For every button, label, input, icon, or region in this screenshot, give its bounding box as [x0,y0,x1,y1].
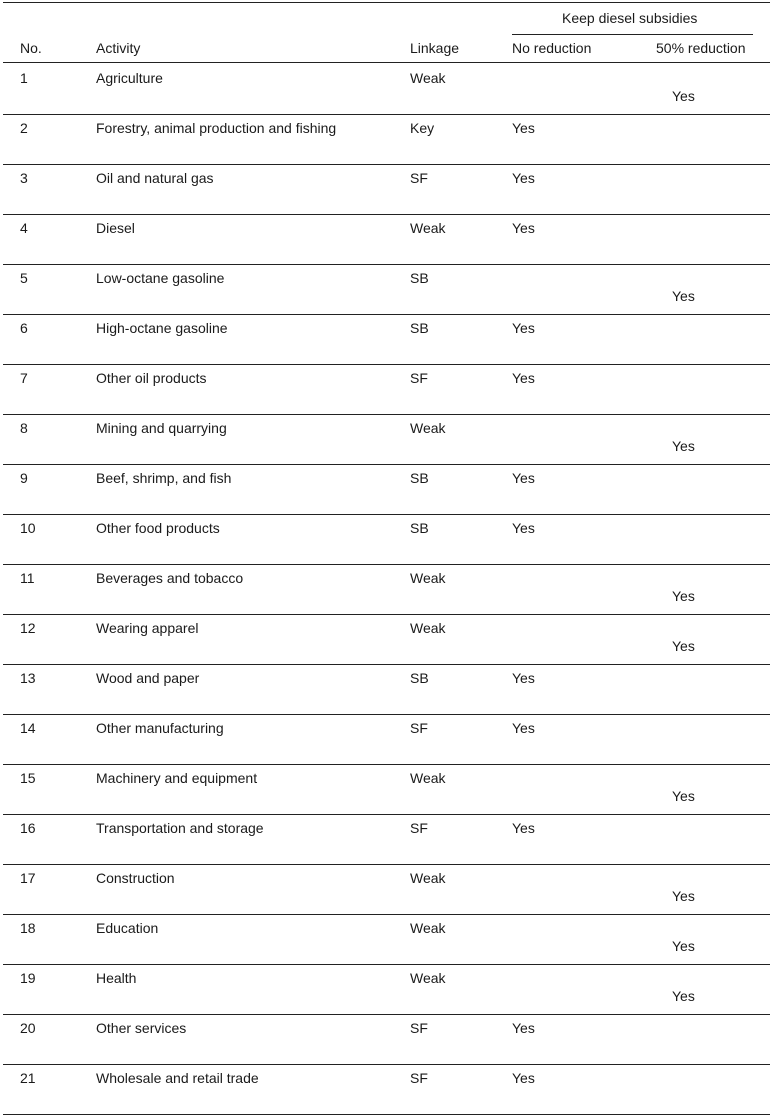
row-no-reduction: Yes [512,670,535,686]
row-no-reduction: Yes [512,320,535,336]
row-linkage: SF [410,720,428,736]
header-fifty-percent-reduction: 50% reduction [656,40,746,56]
row-activity: Transportation and storage [96,820,264,836]
row-number: 16 [20,820,36,836]
table-row [0,114,772,164]
table-row [0,414,772,464]
row-linkage: SF [410,170,428,186]
row-activity: Beef, shrimp, and fish [96,470,232,486]
row-no-reduction: Yes [512,220,535,236]
row-activity: Health [96,970,137,986]
row-activity: High-octane gasoline [96,320,228,336]
row-linkage: SF [410,1070,428,1086]
table-row [0,714,772,764]
row-activity: Mining and quarrying [96,420,227,436]
table-row [0,964,772,1014]
row-linkage: Weak [410,970,446,986]
row-linkage: Weak [410,620,446,636]
row-linkage: SB [410,320,429,336]
row-no-reduction: Yes [512,520,535,536]
header-activity: Activity [96,40,141,56]
row-activity: Other food products [96,520,220,536]
row-number: 20 [20,1020,36,1036]
table-row [0,764,772,814]
table-row [0,214,772,264]
row-linkage: Weak [410,870,446,886]
row-number: 1 [20,70,28,86]
row-fifty-percent-reduction: Yes [672,788,695,804]
row-activity: Wholesale and retail trade [96,1070,259,1086]
row-linkage: Key [410,120,435,136]
row-linkage: Weak [410,70,446,86]
row-number: 3 [20,170,28,186]
header-no: No. [20,40,42,56]
row-fifty-percent-reduction: Yes [672,288,695,304]
row-linkage: Weak [410,220,446,236]
table-row [0,1064,772,1114]
row-number: 11 [20,570,35,586]
row-activity: Diesel [96,220,135,236]
table-row [0,264,772,314]
row-number: 2 [20,120,28,136]
row-number: 6 [20,320,28,336]
row-activity: Machinery and equipment [96,770,258,786]
row-number: 7 [20,370,28,386]
row-number: 14 [20,720,36,736]
row-activity: Education [96,920,159,936]
table-row [0,614,772,664]
row-linkage: SB [410,470,429,486]
table-top-rule [3,2,770,3]
row-activity: Agriculture [96,70,163,86]
row-linkage: Weak [410,420,446,436]
table-bottom-rule [3,1114,770,1115]
row-linkage: SB [410,270,429,286]
row-number: 21 [20,1070,36,1086]
row-activity: Beverages and tobacco [96,570,244,586]
row-fifty-percent-reduction: Yes [672,888,695,904]
row-number: 18 [20,920,36,936]
header-linkage: Linkage [410,40,460,56]
table-row [0,914,772,964]
table-row [0,464,772,514]
row-no-reduction: Yes [512,1070,535,1086]
row-number: 13 [20,670,36,686]
table-row [0,1014,772,1064]
row-number: 19 [20,970,36,986]
header-no-reduction: No reduction [512,40,592,56]
row-fifty-percent-reduction: Yes [672,88,695,104]
row-linkage: SB [410,670,429,686]
row-no-reduction: Yes [512,1020,535,1036]
row-activity: Wearing apparel [96,620,199,636]
table-row [0,64,772,114]
row-activity: Forestry, animal production and fishing [96,120,337,136]
row-fifty-percent-reduction: Yes [672,438,695,454]
row-no-reduction: Yes [512,120,535,136]
row-no-reduction: Yes [512,820,535,836]
row-number: 10 [20,520,36,536]
row-number: 12 [20,620,36,636]
row-linkage: Weak [410,570,446,586]
row-number: 8 [20,420,28,436]
row-activity: Other manufacturing [96,720,224,736]
row-no-reduction: Yes [512,720,535,736]
table-row [0,564,772,614]
row-activity: Other oil products [96,370,207,386]
table-row [0,314,772,364]
row-linkage: Weak [410,770,446,786]
row-fifty-percent-reduction: Yes [672,938,695,954]
row-number: 17 [20,870,36,886]
row-linkage: SF [410,820,428,836]
row-linkage: Weak [410,920,446,936]
table-row [0,164,772,214]
row-linkage: SF [410,370,428,386]
header-bottom-rule [3,62,770,63]
row-number: 9 [20,470,28,486]
table-row [0,864,772,914]
row-activity: Low-octane gasoline [96,270,225,286]
row-number: 5 [20,270,28,286]
group-header-rule [512,34,753,35]
row-fifty-percent-reduction: Yes [672,988,695,1004]
row-activity: Other services [96,1020,187,1036]
row-fifty-percent-reduction: Yes [672,638,695,654]
row-activity: Oil and natural gas [96,170,214,186]
row-number: 4 [20,220,28,236]
row-activity: Wood and paper [96,670,200,686]
table-row [0,664,772,714]
table-row [0,364,772,414]
row-fifty-percent-reduction: Yes [672,588,695,604]
table-row [0,514,772,564]
row-linkage: SB [410,520,429,536]
row-activity: Construction [96,870,175,886]
row-number: 15 [20,770,36,786]
row-no-reduction: Yes [512,370,535,386]
group-header-keep-diesel-subsidies: Keep diesel subsidies [562,10,698,26]
row-no-reduction: Yes [512,170,535,186]
table-row [0,814,772,864]
row-no-reduction: Yes [512,470,535,486]
row-linkage: SF [410,1020,428,1036]
